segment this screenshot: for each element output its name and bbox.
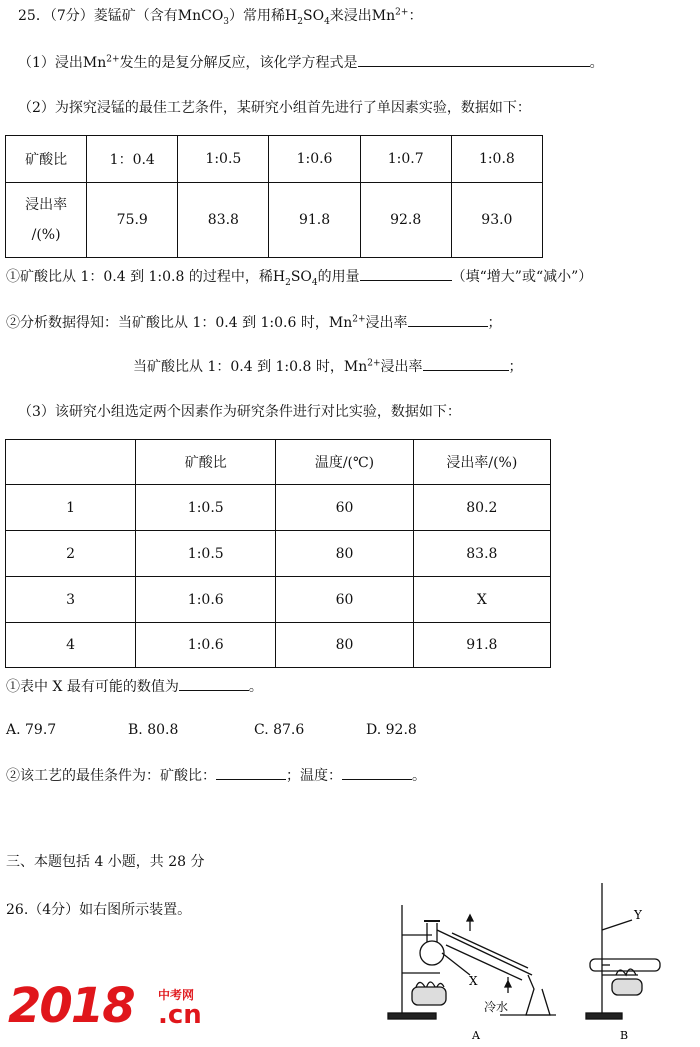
table-cell: 浸出率 /(%) bbox=[6, 183, 87, 258]
q25-header: 25．（7分）菱锰矿（含有MnCO$_3$）常用稀$H_2SO_4$来浸出$Mn^{2+}$： bbox=[18, 7, 423, 27]
table-cell: 60 bbox=[276, 577, 413, 623]
burner bbox=[612, 979, 642, 995]
label-a: A bbox=[472, 1029, 480, 1042]
choice-b[interactable]: B. 80.8 bbox=[128, 722, 179, 738]
subq-3: 当矿酸比从 1：0.4 到 1:0.8 时，$Mn^{2+}$浸出率 ； bbox=[133, 356, 523, 377]
table-header: 矿酸比 bbox=[136, 440, 276, 485]
subq-1: ①矿酸比从 1：0.4 到 1:0.8 的过程中，稀$H_2SO_4$的用量 （填“增大”或“减小”） bbox=[6, 266, 592, 287]
logo-domain: .cn bbox=[158, 1000, 202, 1030]
question-score: （7分） bbox=[49, 8, 94, 24]
comparison-table bbox=[5, 439, 551, 668]
best-conditions: ②该工艺的最佳条件为：矿酸比： ；温度： 。 bbox=[6, 765, 426, 786]
test-tube bbox=[590, 959, 660, 971]
table-header: 浸出率/(%) bbox=[413, 440, 550, 485]
label-b: B bbox=[620, 1029, 629, 1042]
site-logo bbox=[8, 978, 218, 1034]
x-question: ①表中 X 最有可能的数值为 。 bbox=[6, 676, 263, 697]
receiver-flask bbox=[526, 975, 550, 1015]
subq-2: ②分析数据得知：当矿酸比从 1：0.4 到 1:0.6 时，$Mn^{2+}$浸出率 ； bbox=[6, 312, 502, 333]
mnco3-formula: MnCO$_3$ bbox=[177, 8, 230, 27]
stand-base bbox=[586, 1013, 622, 1019]
label-y: Y bbox=[634, 908, 642, 922]
choice-d[interactable]: D. 92.8 bbox=[366, 722, 417, 738]
q25-part1: （1）浸出$Mn^{2+}$发生的是复分解反应，该化学方程式是 。 bbox=[18, 52, 604, 73]
mn-ion: $Mn^{2+}$ bbox=[343, 358, 381, 375]
answer-blank[interactable] bbox=[360, 266, 452, 281]
answer-blank[interactable] bbox=[408, 312, 488, 327]
label-cold-water: 冷水 bbox=[484, 1000, 509, 1014]
table-cell: 92.8 bbox=[360, 183, 451, 258]
table-cell: X bbox=[413, 577, 550, 623]
stand-base bbox=[388, 1013, 436, 1019]
table-cell: 93.0 bbox=[451, 183, 542, 258]
table-cell: 1:0.7 bbox=[360, 136, 451, 183]
q26-text: 26.（4分）如右图所示装置。 bbox=[6, 902, 192, 918]
label-x: X bbox=[469, 974, 478, 988]
q25-part3: （3）该研究小组选定两个因素作为研究条件进行对比实验，数据如下： bbox=[18, 404, 461, 420]
condenser bbox=[437, 930, 532, 975]
table-cell: 91.8 bbox=[413, 623, 550, 668]
table-cell: 1 bbox=[6, 485, 136, 531]
table-cell: 80.2 bbox=[413, 485, 550, 531]
burner bbox=[412, 987, 446, 1005]
table-cell: 80 bbox=[276, 623, 413, 668]
table-cell: 3 bbox=[6, 577, 136, 623]
equation-blank[interactable] bbox=[358, 52, 590, 67]
table-cell: 1:0.6 bbox=[136, 623, 276, 668]
table-header: 温度/(℃) bbox=[276, 440, 413, 485]
answer-blank[interactable] bbox=[342, 765, 412, 780]
table-cell: 1:0.8 bbox=[451, 136, 542, 183]
q25-part2: （2）为探究浸锰的最佳工艺条件，某研究小组首先进行了单因素实验，数据如下： bbox=[18, 100, 531, 116]
table-cell: 矿酸比 bbox=[6, 136, 87, 183]
table-cell: 1:0.6 bbox=[269, 136, 360, 183]
table-cell: 83.8 bbox=[178, 183, 269, 258]
logo-number: 2018 bbox=[8, 978, 134, 1034]
answer-blank[interactable] bbox=[179, 676, 249, 691]
logo-subtitle: 中考网 bbox=[158, 988, 195, 1002]
apparatus-figure bbox=[380, 875, 670, 1043]
h2so4-formula: $H_2SO_4$ bbox=[285, 8, 330, 27]
single-factor-table bbox=[5, 135, 543, 258]
table-cell: 4 bbox=[6, 623, 136, 668]
intro-text: 菱锰矿（含有 bbox=[93, 8, 178, 24]
table-cell: 1：0.4 bbox=[87, 136, 178, 183]
table-cell: 80 bbox=[276, 531, 413, 577]
choice-a[interactable]: A. 79.7 bbox=[6, 722, 57, 738]
answer-blank[interactable] bbox=[216, 765, 286, 780]
choice-c[interactable]: C. 87.6 bbox=[254, 722, 305, 738]
table-cell: 60 bbox=[276, 485, 413, 531]
mn-ion: $Mn^{2+}$ bbox=[371, 7, 409, 24]
table-cell: 2 bbox=[6, 531, 136, 577]
answer-blank[interactable] bbox=[423, 356, 509, 371]
table-header bbox=[6, 440, 136, 485]
table-cell: 1:0.5 bbox=[136, 485, 276, 531]
h2so4-formula: $H_2SO_4$ bbox=[272, 269, 318, 288]
mn-ion: $Mn^{2+}$ bbox=[328, 314, 366, 331]
table-cell: 1:0.5 bbox=[136, 531, 276, 577]
table-cell: 83.8 bbox=[413, 531, 550, 577]
section-heading: 三、本题包括 4 小题，共 28 分 bbox=[6, 854, 205, 870]
flask bbox=[420, 941, 444, 965]
question-number: 25． bbox=[18, 8, 50, 24]
table-cell: 75.9 bbox=[87, 183, 178, 258]
mn-ion: $Mn^{2+}$ bbox=[82, 54, 120, 71]
table-cell: 1:0.5 bbox=[178, 136, 269, 183]
table-cell: 91.8 bbox=[269, 183, 360, 258]
pointer-y bbox=[602, 920, 632, 930]
table-cell: 1:0.6 bbox=[136, 577, 276, 623]
